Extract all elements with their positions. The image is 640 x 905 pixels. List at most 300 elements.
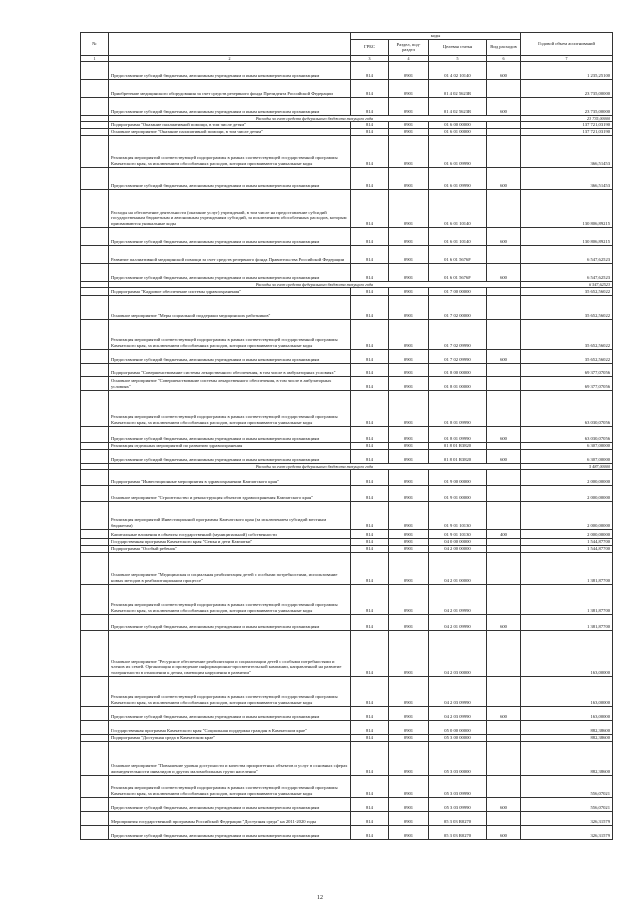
cell-number	[81, 189, 109, 227]
cell-number	[81, 442, 109, 449]
cell-razdel: 0901	[389, 167, 429, 189]
cell-number	[81, 630, 109, 676]
cell-amount: 1 544,87700	[521, 545, 613, 552]
cell-grbs: 814	[351, 734, 389, 741]
cell-name: Государственная программа Камчатского края "Социальная поддержка граждан в Камчатском крае"	[109, 720, 351, 734]
cell-razdel: 0901	[389, 501, 429, 529]
cell-amount: 69 377,07056	[521, 363, 613, 376]
cell-name: Предоставление субсидий бюджетным, автономным учреждениям и иным некоммерческим организациям	[109, 349, 351, 363]
cell-type	[487, 720, 521, 734]
cell-amount: 366,51453	[521, 135, 613, 167]
cell-name: Реализация мероприятий соответствующей подпрограммы в рамках соответствующей государственной программы Камчатского края, за исключением обособленных расходов, которым присваиваются уникальные коды	[109, 775, 351, 797]
cell-amount: 6 547,62523	[521, 245, 613, 263]
cell-grbs: 814	[351, 501, 389, 529]
cell-name: Реализация мероприятий соответствующей подпрограммы в рамках соответствующей государственной программы Камчатского края, за исключением обособленных расходов, которым присваиваются уникальные коды	[109, 319, 351, 349]
cell-name: Мероприятия государственной программы Российской Федерации "Доступная среда" на 2011-2020 годы	[109, 811, 351, 825]
cell-target: 05 3 03 00000	[429, 741, 487, 775]
cell-amount: 1 544,87700	[521, 538, 613, 545]
table-row	[81, 167, 613, 189]
cell-grbs: 814	[351, 442, 389, 449]
cell-grbs: 814	[351, 121, 389, 128]
cell-type	[487, 584, 521, 614]
cell-razdel: 0901	[389, 538, 429, 545]
table-row	[81, 227, 613, 245]
cell-number	[81, 501, 109, 529]
col-number-header: №	[81, 33, 109, 56]
cell-type	[487, 485, 521, 501]
cell-grbs: 814	[351, 720, 389, 734]
cell-type: 600	[487, 167, 521, 189]
cell-name: Подпрограмма "Оказание паллиативной помощи, в том числе детям"	[109, 121, 351, 128]
cell-number	[81, 390, 109, 426]
cell-amount: 23 735,00000	[521, 115, 613, 121]
cell-type	[487, 79, 521, 97]
table-row	[81, 734, 613, 741]
cell-type: 600	[487, 227, 521, 245]
cell-razdel: 0901	[389, 135, 429, 167]
cell-number	[81, 676, 109, 706]
cell-grbs: 814	[351, 349, 389, 363]
cell-target: 04 2 03 09990	[429, 676, 487, 706]
cell-amount: 23 735,00000	[521, 79, 613, 97]
cell-type	[487, 775, 521, 797]
cell-grbs: 814	[351, 61, 389, 79]
cell-razdel: 0901	[389, 469, 429, 485]
cell-name: Реализация мероприятий соответствующей подпрограммы в рамках соответствующей государственной программы Камчатского края, за исключением обособленных расходов, которым присваиваются уникальные коды	[109, 676, 351, 706]
cell-name: Предоставление субсидий бюджетным, автономным учреждениям и иным некоммерческим организациям	[109, 227, 351, 245]
cell-grbs: 814	[351, 797, 389, 811]
cell-number	[81, 811, 109, 825]
cell-razdel: 0901	[389, 287, 429, 295]
table-row	[81, 442, 613, 449]
cell-razdel: 0901	[389, 442, 429, 449]
cell-type	[487, 545, 521, 552]
cell-type: 600	[487, 797, 521, 811]
table-row	[81, 775, 613, 797]
cell-name: Предоставление субсидий бюджетным, автономным учреждениям и иным некоммерческим организациям	[109, 825, 351, 839]
cell-name: Предоставление субсидий бюджетным, автономным учреждениям и иным некоммерческим организациям	[109, 614, 351, 630]
cell-razdel: 0901	[389, 825, 429, 839]
cell-type: 600	[487, 426, 521, 442]
cell-name: Подпрограмма "Доступная среда в Камчатском крае"	[109, 734, 351, 741]
cell-number	[81, 97, 109, 115]
table-row	[81, 287, 613, 295]
cell-target: 01 8 01 09990	[429, 426, 487, 442]
cell-number	[81, 135, 109, 167]
cell-name: Развитие паллиативной медицинской помощи за счет средств резервного фонда Правительства Российской Федерации	[109, 245, 351, 263]
cell-note: Расходы за счет средств федерального бюджета текущего года	[109, 115, 521, 121]
cell-amount: 2 000,00000	[521, 529, 613, 538]
cell-grbs: 814	[351, 741, 389, 775]
cell-amount: 6 547,62523	[521, 281, 613, 287]
cell-number	[81, 538, 109, 545]
cell-amount: 23 735,00000	[521, 97, 613, 115]
cell-target: 01 6 01 10140	[429, 227, 487, 245]
cell-grbs: 814	[351, 363, 389, 376]
budget-table-page	[80, 32, 612, 840]
cell-name: Предоставление субсидий бюджетным, автономным учреждениям и иным некоммерческим организациям	[109, 61, 351, 79]
cell-razdel: 0901	[389, 584, 429, 614]
cell-grbs: 814	[351, 263, 389, 281]
cell-number	[81, 720, 109, 734]
cell-razdel: 0901	[389, 426, 429, 442]
cell-razdel: 0901	[389, 706, 429, 720]
cell-type	[487, 287, 521, 295]
cell-number	[81, 79, 109, 97]
cell-type: 400	[487, 529, 521, 538]
cell-name: Основное мероприятие "Строительство и реконструкция объектов здравоохранения Камчатского края"	[109, 485, 351, 501]
cell-name: Подпрограмма "Инвестиционные мероприятия в здравоохранении Камчатского края"	[109, 469, 351, 485]
col-index: 1	[81, 55, 109, 61]
cell-amount: 2 000,00000	[521, 485, 613, 501]
table-row	[81, 741, 613, 775]
cell-number	[81, 797, 109, 811]
table-row	[81, 676, 613, 706]
cell-number	[81, 376, 109, 390]
cell-amount: 163,00000	[521, 706, 613, 720]
cell-amount: 35 652,56022	[521, 349, 613, 363]
cell-razdel: 0901	[389, 720, 429, 734]
cell-razdel: 0901	[389, 263, 429, 281]
cell-grbs: 814	[351, 295, 389, 319]
cell-grbs: 814	[351, 775, 389, 797]
cell-type	[487, 469, 521, 485]
table-row	[81, 449, 613, 463]
cell-target: 04 2 03 09990	[429, 706, 487, 720]
cell-type	[487, 741, 521, 775]
table-row	[81, 614, 613, 630]
cell-name: Подпрограмма "Совершенствование системы лекарственного обеспечения, в том числе в амбулаторных условиях"	[109, 363, 351, 376]
cell-target: 04 0 00 00000	[429, 538, 487, 545]
table-row	[81, 469, 613, 485]
cell-type: 600	[487, 263, 521, 281]
cell-razdel: 0901	[389, 485, 429, 501]
cell-grbs: 814	[351, 552, 389, 584]
cell-razdel: 0901	[389, 741, 429, 775]
table-row	[81, 811, 613, 825]
table-row	[81, 263, 613, 281]
cell-grbs: 814	[351, 97, 389, 115]
cell-number	[81, 263, 109, 281]
table-row	[81, 376, 613, 390]
cell-number	[81, 319, 109, 349]
cell-target: 04 2 01 09990	[429, 614, 487, 630]
cell-razdel: 0901	[389, 97, 429, 115]
cell-amount: 163,00000	[521, 630, 613, 676]
cell-type	[487, 676, 521, 706]
cell-grbs: 814	[351, 469, 389, 485]
cell-target: 01 8 00 00000	[429, 363, 487, 376]
cell-target: 05 3 03 R0270	[429, 811, 487, 825]
cell-amount: 137 721,03190	[521, 128, 613, 135]
cell-target: 01 7 02 09990	[429, 349, 487, 363]
cell-type	[487, 630, 521, 676]
cell-target: 01 9 01 10130	[429, 501, 487, 529]
cell-amount: 1 381,87700	[521, 614, 613, 630]
col-grbs-header: ГРБС	[351, 39, 389, 55]
cell-amount: 366,51453	[521, 167, 613, 189]
cell-target: 05 0 00 00000	[429, 720, 487, 734]
cell-type: 600	[487, 614, 521, 630]
cell-target: 05 3 03 09990	[429, 797, 487, 811]
cell-number	[81, 449, 109, 463]
table-row	[81, 501, 613, 529]
cell-razdel: 0901	[389, 61, 429, 79]
cell-grbs: 814	[351, 529, 389, 538]
cell-target: 01 7 00 00000	[429, 287, 487, 295]
cell-grbs: 814	[351, 706, 389, 720]
cell-number	[81, 245, 109, 263]
cell-grbs: 814	[351, 485, 389, 501]
cell-target: 01 4 02 5623R	[429, 79, 487, 97]
cell-razdel: 0901	[389, 319, 429, 349]
cell-target: 01 4 02 5623R	[429, 97, 487, 115]
cell-name: Расходы на обеспечение деятельности (оказание услуг) учреждений, в том числе на предоставление субсидий государственным бюджетным и автономным учреждениям субсидий, за исключением обособленных расходов, которым присваиваются уникальные коды	[109, 189, 351, 227]
table-row	[81, 706, 613, 720]
cell-type	[487, 189, 521, 227]
cell-grbs: 814	[351, 825, 389, 839]
cell-amount: 35 652,56022	[521, 295, 613, 319]
table-row	[81, 825, 613, 839]
cell-type	[487, 295, 521, 319]
table-row	[81, 295, 613, 319]
col-index: 3	[351, 55, 389, 61]
cell-type: 600	[487, 97, 521, 115]
cell-number	[81, 167, 109, 189]
table-row	[81, 61, 613, 79]
cell-grbs: 814	[351, 390, 389, 426]
cell-grbs: 814	[351, 245, 389, 263]
cell-target: 01 8 01 R3820	[429, 442, 487, 449]
cell-note: Расходы за счет средств федерального бюджета текущего года	[109, 281, 521, 287]
cell-number	[81, 529, 109, 538]
table-row	[81, 121, 613, 128]
cell-target: 01 6 01 09990	[429, 135, 487, 167]
table-row	[81, 485, 613, 501]
cell-razdel: 0901	[389, 121, 429, 128]
cell-amount: 1 235,25100	[521, 61, 613, 79]
cell-target: 01 7 02 00000	[429, 295, 487, 319]
cell-name: Основное мероприятие "Оказание паллиативной помощи, в том числе детям"	[109, 128, 351, 135]
cell-type: 600	[487, 706, 521, 720]
cell-number	[81, 614, 109, 630]
cell-number	[81, 775, 109, 797]
cell-target: 01 8 01 09990	[429, 390, 487, 426]
table-row	[81, 552, 613, 584]
cell-type	[487, 245, 521, 263]
cell-grbs: 814	[351, 449, 389, 463]
cell-name: Основное мероприятие "Медицинская и социальная реабилитация детей с особыми потребностями, использование новых методов в реабилитационном процессе"	[109, 552, 351, 584]
cell-name: Реализация мероприятий соответствующей подпрограммы в рамках соответствующей государственной программы Камчатского края, за исключением обособленных расходов, которым присваиваются уникальные коды	[109, 135, 351, 167]
cell-name: Реализация мероприятий соответствующей подпрограммы в рамках соответствующей государственной программы Камчатского края, за исключением обособленных расходов, которым присваиваются уникальные коды	[109, 390, 351, 426]
cell-grbs: 814	[351, 614, 389, 630]
table-row	[81, 319, 613, 349]
cell-name: Предоставление субсидий бюджетным, автономным учреждениям и иным некоммерческим организациям	[109, 167, 351, 189]
cell-target: 04 2 03 00000	[429, 630, 487, 676]
cell-target: 01 8 01 00000	[429, 376, 487, 390]
cell-amount: 130 806,89215	[521, 189, 613, 227]
cell-target: 01 9 01 00000	[429, 485, 487, 501]
page-number: 12	[317, 895, 323, 901]
cell-type	[487, 811, 521, 825]
cell-razdel: 0901	[389, 545, 429, 552]
cell-target: 05 3 00 00000	[429, 734, 487, 741]
cell-razdel: 0901	[389, 295, 429, 319]
cell-name: Подпрограмма "Кадровое обеспечение системы здравоохранения"	[109, 287, 351, 295]
cell-type	[487, 501, 521, 529]
cell-number	[81, 734, 109, 741]
cell-name: Основное мероприятие "Ресурсное обеспечение реабилитации и социализации детей с особыми потребностями и членов их семей. Организация и проведение информационно-просветительской кампании, направленной на развитие толерантности в отношении к детям, имеющим нарушения в развитии"	[109, 630, 351, 676]
cell-amount: 1 381,87700	[521, 552, 613, 584]
cell-amount: 882,38600	[521, 741, 613, 775]
table-row	[81, 349, 613, 363]
col-target-header: Целевая статья	[429, 39, 487, 55]
table-row	[81, 245, 613, 263]
table-row	[81, 135, 613, 167]
cell-number	[81, 121, 109, 128]
cell-number	[81, 469, 109, 485]
table-row	[81, 390, 613, 426]
cell-grbs: 814	[351, 135, 389, 167]
cell-type	[487, 121, 521, 128]
cell-razdel: 0901	[389, 775, 429, 797]
cell-number	[81, 349, 109, 363]
cell-type	[487, 442, 521, 449]
cell-grbs: 814	[351, 426, 389, 442]
cell-razdel: 0901	[389, 449, 429, 463]
cell-amount: 882,38600	[521, 720, 613, 734]
cell-number	[81, 227, 109, 245]
cell-target: 05 3 03 R0270	[429, 825, 487, 839]
col-amount-header: Годовой объем ассигнований	[521, 33, 613, 56]
cell-type	[487, 376, 521, 390]
cell-razdel: 0901	[389, 552, 429, 584]
cell-target: 01 6 00 00000	[429, 121, 487, 128]
cell-name: Основное мероприятие "Повышение уровня доступности и качества приоритетных объектов и услуг в основных сферах жизнедеятельности инвалидов и других маломобильных групп населения"	[109, 741, 351, 775]
cell-amount: 326,31579	[521, 811, 613, 825]
table-row	[81, 545, 613, 552]
table-row	[81, 189, 613, 227]
budget-allocation-table	[80, 32, 613, 840]
cell-razdel: 0901	[389, 734, 429, 741]
cell-number	[81, 741, 109, 775]
cell-type	[487, 552, 521, 584]
cell-razdel: 0901	[389, 349, 429, 363]
cell-razdel: 0901	[389, 797, 429, 811]
cell-razdel: 0901	[389, 614, 429, 630]
cell-razdel: 0901	[389, 811, 429, 825]
cell-number	[81, 825, 109, 839]
cell-grbs: 814	[351, 538, 389, 545]
col-index: 6	[487, 55, 521, 61]
cell-amount: 2 000,00000	[521, 501, 613, 529]
cell-razdel: 0901	[389, 630, 429, 676]
table-row	[81, 363, 613, 376]
cell-amount: 137 721,03190	[521, 121, 613, 128]
cell-amount: 2 000,00000	[521, 469, 613, 485]
col-index: 2	[109, 55, 351, 61]
cell-grbs: 814	[351, 79, 389, 97]
cell-target: 01 9 00 00000	[429, 469, 487, 485]
codes-header: коды	[351, 33, 521, 40]
cell-grbs: 814	[351, 287, 389, 295]
cell-razdel: 0901	[389, 363, 429, 376]
table-row	[81, 797, 613, 811]
cell-number	[81, 128, 109, 135]
cell-name: Предоставление субсидий бюджетным, автономным учреждениям и иным некоммерческим организациям	[109, 97, 351, 115]
cell-type	[487, 363, 521, 376]
cell-razdel: 0901	[389, 376, 429, 390]
table-row	[81, 538, 613, 545]
cell-amount: 63 030,07056	[521, 426, 613, 442]
cell-amount: 326,31579	[521, 825, 613, 839]
cell-razdel: 0901	[389, 390, 429, 426]
cell-number	[81, 363, 109, 376]
cell-amount: 882,38600	[521, 734, 613, 741]
cell-name: Государственная программа Камчатского края "Семья и дети Камчатки"	[109, 538, 351, 545]
cell-razdel: 0901	[389, 245, 429, 263]
cell-name: Основное мероприятие "Совершенствование системы лекарственного обеспечения, в том числе в амбулаторных условиях"	[109, 376, 351, 390]
cell-grbs: 814	[351, 811, 389, 825]
cell-name: Реализация отдельных мероприятий по развитию здравоохранения	[109, 442, 351, 449]
cell-name: Предоставление субсидий бюджетным, автономным учреждениям и иным некоммерческим организациям	[109, 797, 351, 811]
cell-type	[487, 319, 521, 349]
cell-target: 04 2 00 00000	[429, 545, 487, 552]
cell-target: 04 2 01 09990	[429, 584, 487, 614]
col-index: 7	[521, 55, 613, 61]
cell-target: 01 6 01 5676F	[429, 263, 487, 281]
cell-amount: 35 652,56022	[521, 287, 613, 295]
cell-grbs: 814	[351, 167, 389, 189]
cell-target: 05 3 03 09990	[429, 775, 487, 797]
cell-razdel: 0901	[389, 128, 429, 135]
cell-number	[81, 295, 109, 319]
cell-type	[487, 135, 521, 167]
cell-number	[81, 584, 109, 614]
cell-name: Реализация мероприятий соответствующей подпрограммы в рамках соответствующей государственной программы Камчатского края, за исключением обособленных расходов, которым присваиваются уникальные коды	[109, 584, 351, 614]
cell-type: 600	[487, 825, 521, 839]
cell-target: 04 2 01 00000	[429, 552, 487, 584]
cell-amount: 6 307,00000	[521, 449, 613, 463]
cell-razdel: 0901	[389, 529, 429, 538]
cell-type	[487, 734, 521, 741]
cell-amount: 63 030,07056	[521, 390, 613, 426]
cell-number	[81, 61, 109, 79]
cell-grbs: 814	[351, 545, 389, 552]
cell-note: Расходы за счет средств федерального бюджета текущего года	[109, 463, 521, 469]
cell-grbs: 814	[351, 319, 389, 349]
cell-name: Предоставление субсидий бюджетным, автономным учреждениям и иным некоммерческим организациям	[109, 426, 351, 442]
cell-target: 01 9 01 10130	[429, 529, 487, 538]
cell-number	[81, 545, 109, 552]
cell-target: 01 8 01 R3820	[429, 449, 487, 463]
cell-razdel: 0901	[389, 79, 429, 97]
col-razdel-header: Раздел, под-раздел	[389, 39, 429, 55]
cell-name: Реализация мероприятий Инвестиционной программы Камчатского края (за исключением субсидий местным бюджетам)	[109, 501, 351, 529]
cell-grbs: 814	[351, 128, 389, 135]
cell-type	[487, 390, 521, 426]
cell-grbs: 814	[351, 227, 389, 245]
table-row	[81, 720, 613, 734]
cell-name: Приобретение медицинского оборудования за счет средств резервного фонда Президента Российской Федерации	[109, 79, 351, 97]
cell-grbs: 814	[351, 630, 389, 676]
cell-number	[81, 485, 109, 501]
cell-target: 01 4 02 10140	[429, 61, 487, 79]
cell-razdel: 0901	[389, 676, 429, 706]
cell-amount: 556,07021	[521, 797, 613, 811]
col-index: 5	[429, 55, 487, 61]
cell-number	[81, 426, 109, 442]
